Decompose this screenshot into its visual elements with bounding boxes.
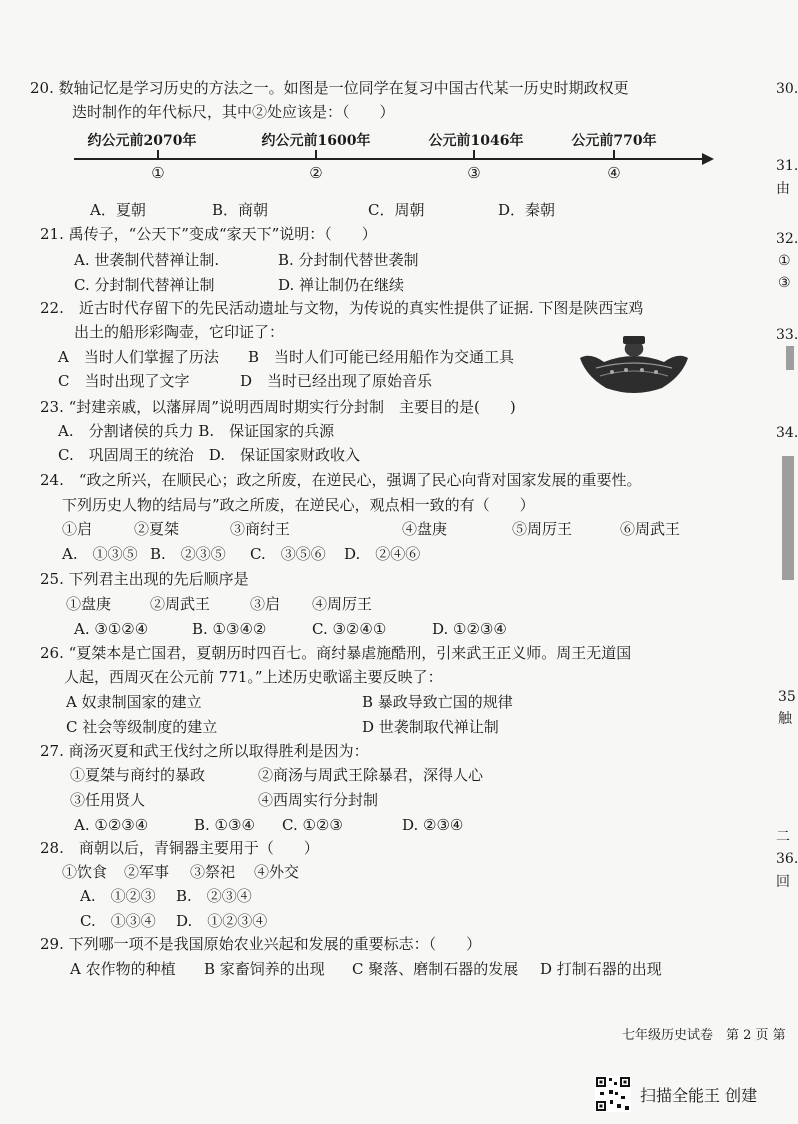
q20-option-c: C．周朝 (368, 201, 425, 219)
q22-stem-line2: 出土的船形彩陶壶，它印证了： (74, 323, 285, 341)
q20-option-d: D．秦朝 (498, 201, 556, 219)
q24-item-6: ⑥周武王 (620, 520, 681, 538)
q28-item-4: ④外交 (254, 863, 300, 881)
timeline-marker-2: ② (309, 164, 323, 182)
timeline-marker-1: ① (151, 164, 165, 182)
q21-stem: 21. 禹传子，“公天下”变成“家天下”说明：（ ） (40, 225, 377, 243)
q28-item-1: ①饮食 (62, 863, 108, 881)
q26-option-c: C 社会等级制度的建立 (66, 718, 218, 736)
q24-option-c: C. ③⑤⑥ (250, 545, 326, 563)
q22-stem-line1: 22. 近古时代存留下的先民活动遗址与文物，为传说的真实性提供了证据. 下图是陕西宝鸡 (40, 299, 644, 317)
q22-option-a: A 当时人们掌握了历法 (58, 348, 219, 366)
q24-option-a: A. ①③⑤ (62, 545, 138, 563)
q28-option-c: C. ①③④ (80, 912, 156, 930)
q29-option-b: B 家畜饲养的出现 (204, 960, 325, 978)
right-fragment: 触 (778, 711, 792, 727)
right-fragment: 33. (776, 327, 798, 343)
q20-timeline (74, 130, 724, 190)
q20-stem-line2: 迭时制作的年代标尺，其中②处应该是：（ ） (72, 103, 395, 121)
q24-stem-line1: 24. “政之所兴，在顺民心；政之所废，在逆民心，强调了民心向背对国家发展的重要性。 (40, 471, 642, 489)
q22-option-d: D 当时已经出现了原始音乐 (240, 372, 433, 390)
q25-item-2: ②周武王 (150, 595, 211, 613)
q24-item-1: ①启 (62, 520, 93, 538)
q29-option-c: C 聚落、磨制石器的发展 (352, 960, 519, 978)
timeline-arrow-icon (702, 153, 714, 165)
q24-item-2: ②夏桀 (134, 520, 180, 538)
q27-item-4: ④西周实行分封制 (258, 791, 379, 809)
cut-off-image (782, 456, 794, 580)
timeline-label-3: 公元前1046年 (428, 133, 524, 149)
timeline-tick (473, 150, 475, 159)
q27-option-d: D. ②③④ (402, 816, 464, 834)
scanner-watermark: 扫描全能王 创建 (640, 1086, 758, 1105)
q26-stem-line1: 26. “夏桀本是亡国君，夏朝历时四百七。商纣暴虐施酷刑，引来武王正义师。周王无道国 (40, 644, 632, 662)
q25-item-1: ①盘庚 (66, 595, 112, 613)
right-fragment: ① (778, 253, 791, 269)
q20-stem-line1: 20. 数轴记忆是学习历史的方法之一。如图是一位同学在复习中国古代某一历史时期政权更 (30, 79, 629, 97)
q22-option-b: B 当时人们可能已经用船作为交通工具 (248, 348, 515, 366)
timeline-tick (315, 150, 317, 159)
q21-option-a: A. 世袭制代替禅让制. (74, 251, 220, 269)
q28-stem: 28. 商朝以后，青铜器主要用于（ ） (40, 839, 319, 857)
right-fragment: 34. (776, 425, 798, 441)
q28-item-2: ②军事 (124, 863, 170, 881)
timeline-label-2: 约公元前1600年 (261, 133, 371, 149)
q28-option-b: B. ②③④ (176, 887, 252, 905)
q28-option-d: D. ①②③④ (176, 912, 268, 930)
q22-option-c: C 当时出现了文字 (58, 372, 190, 390)
q20-option-a: A．夏朝 (90, 201, 146, 219)
q24-stem-line2: 下列历史人物的结局与”政之所废，在逆民心，观点相一致的有（ ） (62, 496, 535, 514)
q26-option-a: A 奴隶制国家的建立 (66, 693, 202, 711)
timeline-marker-3: ③ (467, 164, 481, 182)
timeline-tick (157, 150, 159, 159)
q23-options-line2: C. 巩固周王的统治 D. 保证国家财政收入 (58, 446, 360, 464)
right-fragment: 32. (776, 231, 798, 247)
q27-option-a: A. ①②③④ (74, 816, 149, 834)
right-fragment: 30. (776, 81, 798, 97)
timeline-label-4: 公元前770年 (571, 133, 657, 149)
cut-off-image (786, 346, 794, 370)
q29-stem: 29. 下列哪一项不是我国原始农业兴起和发展的重要标志：（ ） (40, 935, 482, 953)
q25-item-4: ④周厉王 (312, 595, 373, 613)
q20-option-b: B．商朝 (212, 201, 269, 219)
right-fragment: 31. (776, 158, 798, 174)
q24-option-b: B. ②③⑤ (150, 545, 226, 563)
q26-stem-line2: 人起，西周灭在公元前 771。”上述历史歌谣主要反映了： (64, 668, 443, 686)
q21-option-c: C. 分封制代替禅让制 (74, 276, 215, 294)
q23-stem: 23. “封建亲戚，以藩屏周”说明西周时期实行分封制 主要目的是( ) (40, 398, 516, 416)
q26-option-b: B 暴政导致亡国的规律 (362, 693, 513, 711)
timeline-tick (613, 150, 615, 159)
q23-options-line1: A. 分割诸侯的兵力 B. 保证国家的兵源 (58, 422, 335, 440)
q29-option-d: D 打制石器的出现 (540, 960, 662, 978)
q24-item-5: ⑤周厉王 (512, 520, 573, 538)
right-fragment: 36. (776, 851, 798, 867)
q27-item-1: ①夏桀与商纣的暴政 (70, 766, 206, 784)
boat-shaped-pottery-pot-image (578, 332, 690, 398)
right-fragment: 由 (776, 181, 790, 197)
q27-item-2: ②商汤与周武王除暴君，深得人心 (258, 766, 484, 784)
q28-option-a: A. ①②③ (80, 887, 156, 905)
q25-stem: 25. 下列君主出现的先后顺序是 (40, 570, 249, 588)
q25-item-3: ③启 (250, 595, 281, 613)
q24-item-3: ③商纣王 (230, 520, 291, 538)
q27-item-3: ③任用贤人 (70, 791, 146, 809)
right-fragment: 回 (776, 874, 790, 890)
q29-option-a: A 农作物的种植 (70, 960, 176, 978)
q25-option-c: C. ③②④① (312, 620, 387, 638)
q21-option-d: D. 禅让制仍在继续 (278, 276, 405, 294)
page-footer: 七年级历史试卷 第 2 页 第 (622, 1028, 786, 1043)
q26-option-d: D 世袭制取代禅让制 (362, 718, 499, 736)
timeline-marker-4: ④ (607, 164, 621, 182)
q21-option-b: B. 分封制代替世袭制 (278, 251, 419, 269)
right-fragment: ③ (778, 275, 791, 291)
timeline-label-1: 约公元前2070年 (87, 133, 197, 149)
q25-option-b: B. ①③④② (192, 620, 267, 638)
q24-item-4: ④盘庚 (402, 520, 448, 538)
q27-option-c: C. ①②③ (282, 816, 343, 834)
q25-option-a: A. ③①②④ (74, 620, 149, 638)
q24-option-d: D. ②④⑥ (344, 545, 421, 563)
q27-option-b: B. ①③④ (194, 816, 255, 834)
right-fragment: 二 (776, 829, 790, 845)
qr-code-icon (595, 1076, 631, 1112)
right-fragment: 35 (778, 689, 796, 705)
q25-option-d: D. ①②③④ (432, 620, 507, 638)
timeline-axis (74, 158, 706, 160)
q28-item-3: ③祭祀 (190, 863, 236, 881)
q27-stem: 27. 商汤灭夏和武王伐纣之所以取得胜利是因为： (40, 742, 369, 760)
